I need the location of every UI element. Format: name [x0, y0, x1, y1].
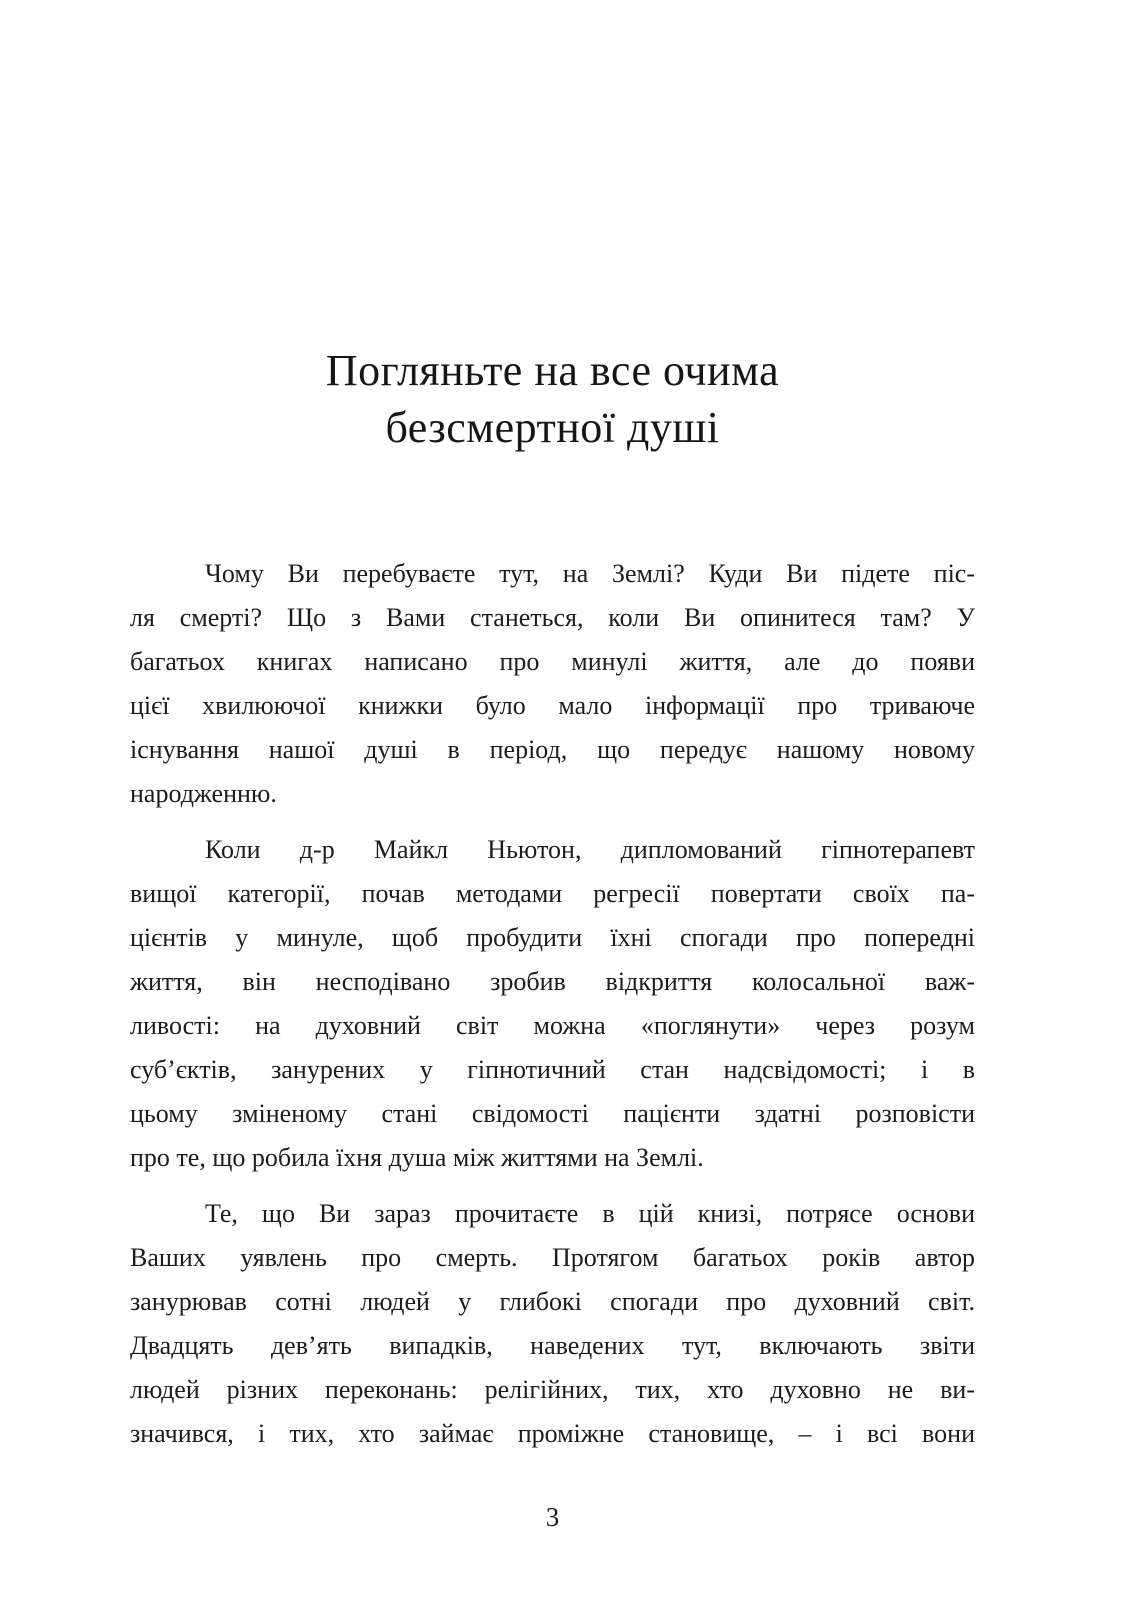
- text-line: цієнтів у минуле, щоб пробудити їхні спогади про попередні: [130, 923, 975, 952]
- page-content: [130, 0, 975, 1456]
- text-line: суб’єктів, занурених у гіпнотичний стан надсвідомості; і в: [130, 1055, 975, 1084]
- chapter-title-line-1: Погляньте на все очима: [325, 346, 780, 395]
- paragraph: [130, 552, 975, 816]
- text-line: людей різних переконань: релігійних, тих, хто духовно не ви-: [130, 1375, 975, 1404]
- text-line: занурював сотні людей у глибокі спогади про духовний світ.: [130, 1287, 975, 1316]
- text-line: існування нашої душі в період, що передує нашому новому: [130, 735, 975, 764]
- text-line: Ваших уявлень про смерть. Протягом багатьох років автор: [130, 1243, 975, 1272]
- text-line: життя, він несподівано зробив відкриття колосальної важ-: [130, 967, 975, 996]
- text-line: цьому зміненому стані свідомості пацієнти здатні розповісти: [130, 1099, 975, 1128]
- body-text: [130, 552, 975, 1456]
- page-number: 3: [545, 1502, 560, 1532]
- chapter-title: [130, 0, 975, 456]
- text-line: Чому Ви перебуваєте тут, на Землі? Куди Ви підете піс-: [205, 559, 975, 588]
- text-line: вищої категорії, почав методами регресії повертати своїх па-: [130, 879, 975, 908]
- text-line: значився, і тих, хто займає проміжне становище, – і всі вони: [130, 1419, 975, 1448]
- paragraph: [130, 1192, 975, 1456]
- text-line: цієї хвилюючої книжки було мало інформації про триваюче: [130, 691, 975, 720]
- text-line: Те, що Ви зараз прочитаєте в цій книзі, потрясе основи: [205, 1199, 975, 1228]
- text-line: ливості: на духовний світ можна «поглянути» через розум: [130, 1011, 975, 1040]
- text-line: ля смерті? Що з Вами станеться, коли Ви опинитеся там? У: [130, 603, 975, 632]
- paragraph: [130, 828, 975, 1180]
- text-line: Коли д-р Майкл Ньютон, дипломований гіпнотерапевт: [205, 835, 975, 864]
- text-line: Двадцять дев’ять випадків, наведених тут, включають звіти: [130, 1331, 975, 1360]
- text-line: народженню.: [130, 779, 277, 808]
- chapter-title-line-2: безсмертної душі: [385, 403, 720, 452]
- text-line: про те, що робила їхня душа між життями на Землі.: [130, 1143, 704, 1172]
- text-line: багатьох книгах написано про минулі життя, але до появи: [130, 647, 975, 676]
